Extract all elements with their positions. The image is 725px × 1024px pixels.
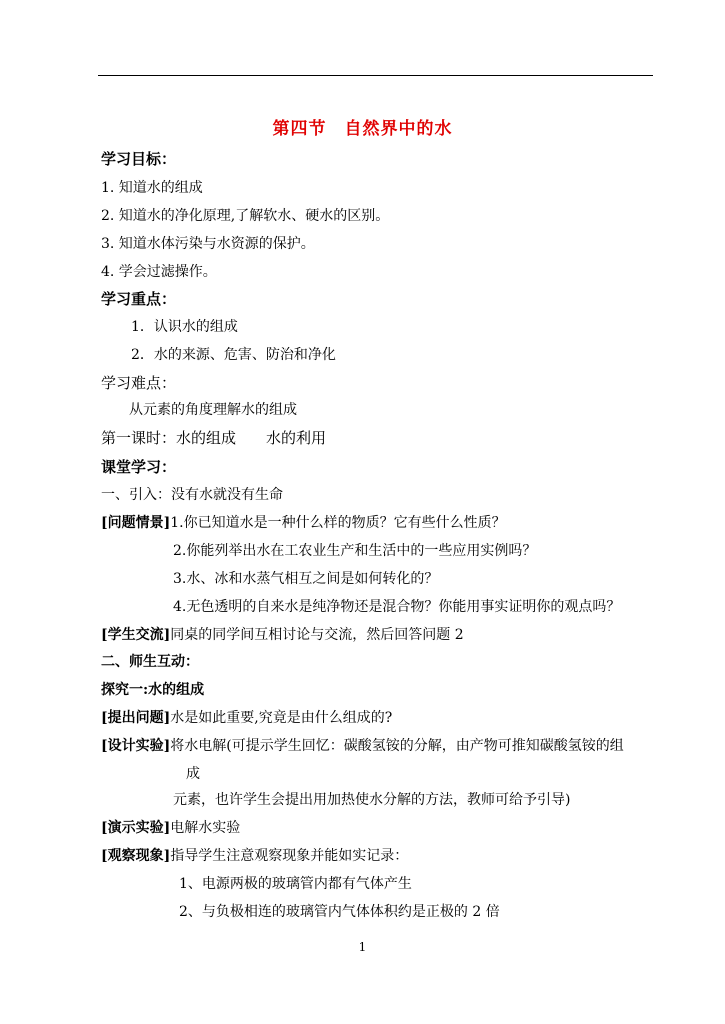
- design-text-1: 将水电解(可提示学生回忆：碳酸氢铵的分解，由产物可推知碳酸氢铵的组: [170, 738, 624, 754]
- observe-text: 指导学生注意观察现象并能如实记录：: [170, 848, 409, 864]
- objective-item-1: 1. 知道水的组成: [101, 180, 203, 196]
- observe-item-1: 1、电源两极的玻璃管内都有气体产生: [179, 876, 412, 892]
- scenario-line-1: [101, 514, 506, 532]
- difficulty-text: 从元素的角度理解水的组成: [129, 402, 297, 418]
- class-study-heading: 课堂学习：: [101, 458, 177, 476]
- observe-tag: [观察现象]: [101, 848, 171, 864]
- intro-line: 一、引入：没有水就没有生命: [101, 487, 283, 503]
- exchange-tag: [学生交流]: [101, 627, 171, 643]
- question-tag: [提出问题]: [101, 710, 171, 726]
- objective-item-3: 3. 知道水体污染与水资源的保护。: [101, 236, 315, 252]
- observe-line: [101, 847, 408, 865]
- design-text-3: 元素，也许学生会提出用加热使水分解的方法，教师可给予引导): [173, 792, 571, 808]
- exchange-text: 同桌的同学间互相讨论与交流，然后回答问题 2: [170, 627, 464, 643]
- question-line: [101, 709, 392, 727]
- observe-item-2: 2、与负极相连的玻璃管内气体体积约是正极的 2 倍: [179, 904, 500, 920]
- exchange-line: [101, 626, 464, 644]
- design-line-1: [101, 737, 624, 755]
- interaction-heading: 二、师生互动：: [101, 654, 199, 670]
- scenario-question-4: 4.无色透明的自来水是纯净物还是混合物？你能用事实证明你的观点吗？: [173, 599, 621, 615]
- objective-item-2: 2. 知道水的净化原理,了解软水、硬水的区别。: [101, 208, 390, 224]
- scenario-question-2: 2.你能列举出水在工农业生产和生活中的一些应用实例吗？: [173, 543, 537, 559]
- design-tag: [设计实验]: [101, 738, 171, 754]
- objective-item-4: 4. 学会过滤操作。: [101, 264, 217, 280]
- demo-tag: [演示实验]: [101, 820, 171, 836]
- explore-1-heading: 探究一:水的组成: [101, 682, 205, 698]
- page-number: 1: [358, 940, 367, 954]
- page-title: 第四节 自然界中的水: [272, 119, 453, 139]
- objectives-heading: 学习目标：: [101, 150, 177, 168]
- demo-text: 电解水实验: [170, 820, 241, 836]
- key-point-item-2: 2．水的来源、危害、防治和净化: [131, 347, 336, 363]
- lesson-one-heading: 第一课时：水的组成 水的利用: [101, 429, 327, 447]
- key-points-heading: 学习重点：: [101, 290, 177, 308]
- scenario-question-3: 3.水、冰和水蒸气相互之间是如何转化的？: [173, 571, 439, 587]
- difficulty-heading: 学习难点：: [101, 374, 177, 392]
- question-text: 水是如此重要,究竟是由什么组成的?: [170, 710, 393, 726]
- key-point-item-1: 1．认识水的组成: [131, 319, 238, 335]
- scenario-question-1: 1.你已知道水是一种什么样的物质？它有些什么性质？: [170, 515, 506, 531]
- scenario-tag: [问题情景]: [101, 515, 171, 531]
- demo-line: [101, 819, 240, 837]
- header-rule: [98, 75, 653, 76]
- design-text-2: 成: [186, 766, 200, 782]
